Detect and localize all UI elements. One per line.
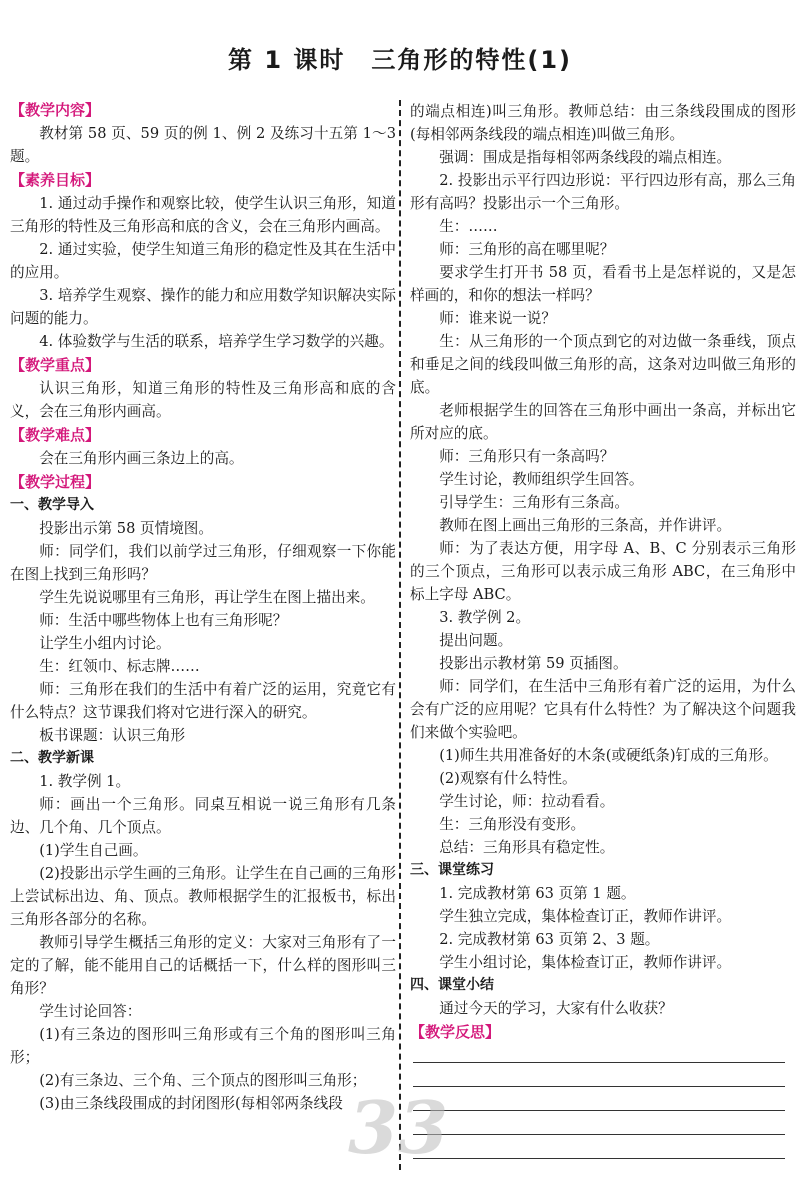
heading-process: 【教学过程】 <box>10 473 101 491</box>
paragraph: (1)师生共用准备好的木条(或硬纸条)钉成的三角形。 <box>439 747 778 764</box>
paragraph: 投影出示第 58 页情境图。 <box>39 520 213 537</box>
paragraph: 老师根据学生的回答在三角形中画出一条高，并标出它所对应的底。 <box>410 402 796 442</box>
section-intro-heading: 一、教学导入 <box>10 497 94 513</box>
reflection-line <box>413 1110 785 1111</box>
paragraph: 2. 完成教材第 63 页第 2、3 题。 <box>439 931 660 948</box>
paragraph: 学生讨论，教师组织学生回答。 <box>439 471 644 488</box>
paragraph: 学生讨论回答： <box>39 1003 142 1020</box>
paragraph: 师：三角形的高在哪里呢？ <box>439 241 615 258</box>
paragraph: 要求学生打开书 58 页，看看书上是怎样说的，又是怎样画的，和你的想法一样吗？ <box>410 264 796 304</box>
paragraph: 师：三角形只有一条高吗？ <box>439 448 615 465</box>
paragraph: 学生先说说哪里有三角形，再让学生在图上描出来。 <box>39 589 375 606</box>
reflection-line <box>413 1086 785 1087</box>
paragraph: 3. 教学例 2。 <box>439 609 531 626</box>
paragraph: (1)学生自己画。 <box>39 842 148 859</box>
paragraph: 学生独立完成，集体检查订正，教师作讲评。 <box>439 908 732 925</box>
paragraph: 通过今天的学习，大家有什么收获？ <box>439 1000 673 1017</box>
content-text: 教材第 58 页、59 页的例 1、例 2 及练习十五第 1～3 题。 <box>10 125 396 165</box>
paragraph: 让学生小组内讨论。 <box>39 635 171 652</box>
paragraph: 学生小组讨论，集体检查订正，教师作讲评。 <box>439 954 732 971</box>
paragraph: 师：为了表达方便，用字母 A、B、C 分别表示三角形的三个顶点，三角形可以表示成三角形 ABC，在三角形中标上字母 ABC。 <box>410 540 796 603</box>
reflection-line <box>413 1134 785 1135</box>
paragraph: 生：红领巾、标志牌…… <box>39 658 200 675</box>
paragraph: 生：三角形没有变形。 <box>439 816 586 833</box>
paragraph: 教师在图上画出三角形的三条高，并作讲评。 <box>439 517 732 534</box>
paragraph: (1)有三条边的图形叫三角形或有三个角的图形叫三角形； <box>10 1026 396 1066</box>
section-new-lesson-heading: 二、教学新课 <box>10 750 94 766</box>
left-column <box>10 98 396 1115</box>
paragraph: (2)投影出示学生画的三角形。让学生在自己画的三角形上尝试标出边、角、顶点。教师根据学生的汇报板书，标出三角形各部分的名称。 <box>10 865 396 928</box>
heading-difficulty: 【教学难点】 <box>10 426 101 444</box>
paragraph: 1. 完成教材第 63 页第 1 题。 <box>439 885 636 902</box>
paragraph: 1. 教学例 1。 <box>39 773 131 790</box>
paragraph: 师：同学们，我们以前学过三角形，仔细观察一下你能在图上找到三角形吗？ <box>10 543 396 583</box>
paragraph: 总结：三角形具有稳定性。 <box>439 839 615 856</box>
goal-item: 1. 通过动手操作和观察比较，使学生认识三角形，知道三角形的特性及三角形高和底的含义，会在三角形内画高。 <box>10 195 396 235</box>
goal-item: 3. 培养学生观察、操作的能力和应用数学知识解决实际问题的能力。 <box>10 287 396 327</box>
paragraph: (2)观察有什么特性。 <box>439 770 577 787</box>
paragraph: 师：生活中哪些物体上也有三角形呢？ <box>39 612 288 629</box>
paragraph: (3)由三条线段围成的封闭图形(每相邻两条线段 <box>39 1095 343 1112</box>
heading-key: 【教学重点】 <box>10 356 101 374</box>
paragraph: 投影出示教材第 59 页插图。 <box>439 655 628 672</box>
goal-item: 4. 体验数学与生活的联系，培养学生学习数学的兴趣。 <box>39 333 394 350</box>
reflection-line <box>413 1062 785 1063</box>
paragraph: 师：三角形在我们的生活中有着广泛的运用，究竟它有什么特点？这节课我们将对它进行深入的研究。 <box>10 681 396 721</box>
paragraph: 学生讨论，师：拉动看看。 <box>439 793 615 810</box>
goal-item: 2. 通过实验，使学生知道三角形的稳定性及其在生活中的应用。 <box>10 241 396 281</box>
paragraph: 强调：围成是指每相邻两条线段的端点相连。 <box>439 149 732 166</box>
reflection-line <box>413 1158 785 1159</box>
paragraph: 师：同学们，在生活中三角形有着广泛的运用，为什么会有广泛的应用呢？它具有什么特性？为了解决这个问题我们来做个实验吧。 <box>410 678 796 741</box>
column-divider <box>399 100 401 1170</box>
paragraph: 提出问题。 <box>439 632 513 649</box>
paragraph: 板书课题：认识三角形 <box>39 727 186 744</box>
heading-goals: 【素养目标】 <box>10 171 101 189</box>
paragraph: 2. 投影出示平行四边形说：平行四边形有高，那么三角形有高吗？投影出示一个三角形。 <box>410 172 796 212</box>
paragraph: 的端点相连)叫三角形。教师总结：由三条线段围成的图形(每相邻两条线段的端点相连)叫做三角形。 <box>410 103 796 143</box>
paragraph: 生：…… <box>439 218 498 235</box>
paragraph: 教师引导学生概括三角形的定义：大家对三角形有了一定的了解，能不能用自己的话概括一下，什么样的图形叫三角形？ <box>10 934 396 997</box>
section-summary-heading: 四、课堂小结 <box>410 977 494 993</box>
right-column <box>410 100 796 1044</box>
key-text: 认识三角形，知道三角形的特性及三角形高和底的含义，会在三角形内画高。 <box>10 380 396 420</box>
heading-content: 【教学内容】 <box>10 101 101 119</box>
page-number: 33 <box>348 1085 449 1170</box>
paragraph: 师：谁来说一说？ <box>439 310 556 327</box>
difficulty-text: 会在三角形内画三条边上的高。 <box>39 450 244 467</box>
paragraph: 生：从三角形的一个顶点到它的对边做一条垂线，顶点和垂足之间的线段叫做三角形的高，这条对边叫做三角形的底。 <box>410 333 796 396</box>
paragraph: (2)有三条边、三个角、三个顶点的图形叫三角形； <box>39 1072 367 1089</box>
paragraph: 引导学生：三角形有三条高。 <box>439 494 629 511</box>
heading-reflection: 【教学反思】 <box>410 1023 501 1041</box>
section-practice-heading: 三、课堂练习 <box>410 862 494 878</box>
paragraph: 师：画出一个三角形。同桌互相说一说三角形有几条边、几个角、几个顶点。 <box>10 796 396 836</box>
page-title: 第 1 课时 三角形的特性(1) <box>227 46 573 74</box>
